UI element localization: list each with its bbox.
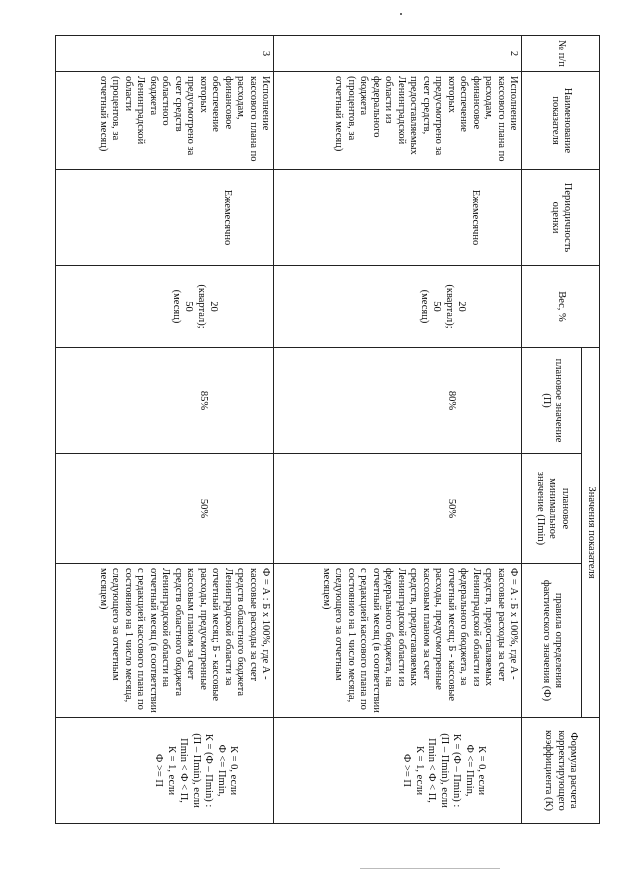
header-plan: плановое значение (П) bbox=[522, 348, 582, 454]
weight-line: (месяц) bbox=[170, 289, 182, 324]
weight-line: (месяц) bbox=[419, 289, 430, 324]
row-name: Исполнение кассового плана по расходам, финансовое обеспечение которых предусмотрено за счет средств, предоставляемых Ленинградской области из федерального бюджета (процентов, за отчетный месяц) bbox=[274, 72, 522, 170]
header-k-formula: Формула расчета корректирующего коэффициента (К) bbox=[522, 718, 600, 824]
k-line: (П – Пmin), если bbox=[190, 733, 202, 808]
weight-line: 50 bbox=[431, 301, 443, 312]
weight-line: (квартал); bbox=[444, 284, 455, 329]
weight-line: 20 bbox=[208, 301, 220, 312]
row-name: Исполнение кассового плана по расходам, финансовое обеспечение которых предусмотрено за счет средств областного бюджета Ленинградской области (процентов, за отчетный месяц) bbox=[56, 72, 274, 170]
k-line: Ф <= Пmin, bbox=[464, 744, 475, 797]
k-line: К = (Ф – Пmin) : bbox=[203, 733, 215, 808]
weight-line: 50 bbox=[183, 301, 195, 312]
header-values-group: Значения показателя bbox=[582, 348, 600, 718]
k-line: К = 1, если bbox=[165, 745, 177, 796]
row-plan: 85% bbox=[56, 348, 274, 454]
row-plan-min: 50% bbox=[274, 454, 522, 564]
weight-line: (квартал); bbox=[195, 284, 207, 329]
row-plan: 80% bbox=[274, 348, 522, 454]
row-k-formula bbox=[56, 718, 274, 824]
row-weight bbox=[274, 266, 522, 348]
header-name: Наименование показателя bbox=[522, 72, 600, 170]
k-line: К = (Ф – Пmin) : bbox=[451, 733, 463, 808]
scan-speck bbox=[400, 13, 402, 15]
header-period: Периодичность оценки bbox=[522, 170, 600, 266]
k-line: Пmin < Ф < П, bbox=[178, 738, 190, 803]
row-period: Ежемесячно bbox=[56, 170, 274, 266]
scan-bleed-line bbox=[360, 868, 500, 869]
k-line: К = 0, если bbox=[228, 745, 240, 796]
row-num: 3 bbox=[56, 36, 274, 72]
header-num: № п/п bbox=[522, 36, 600, 72]
row-plan-min: 50% bbox=[56, 454, 274, 564]
header-rule: правила определения фактического значения (Ф) bbox=[522, 564, 582, 718]
k-line: Пmin < Ф < П, bbox=[426, 738, 438, 803]
row-weight bbox=[56, 266, 274, 348]
header-weight: Вес, % bbox=[522, 266, 600, 348]
header-plan-min: плановое минимальное значение (Пmin) bbox=[522, 454, 582, 564]
row-num: 2 bbox=[274, 36, 522, 72]
row-k-formula bbox=[274, 718, 522, 824]
k-line: К = 0, если bbox=[476, 745, 488, 796]
rotated-table-sheet bbox=[55, 35, 600, 823]
table-row bbox=[274, 36, 522, 824]
table-row bbox=[56, 36, 274, 824]
row-rule: Ф = А : Б х 100%, где А - кассовые расходы за счет средств, предоставляемых Ленинградской области из федерального бюджета, за отчетный месяц; Б - кассовые расходы, предусмотренные кассовым планом за счет средств, предоставляемых Ленинградской области из федерального бюджета, на отчетный месяц (в соответствии с редакцией кассового плана по состоянию на 1 число месяца, следующего за отчетным месяцем) bbox=[274, 564, 522, 718]
k-line: Ф >= П bbox=[401, 754, 413, 788]
k-line: Ф >= П bbox=[153, 754, 165, 788]
weight-line: 20 bbox=[456, 301, 468, 312]
row-rule: Ф = А : Б х 100%, где А - кассовые расходы за счет средств областного бюджета Ленинградской области за отчетный месяц; Б - кассовые расходы, предусмотренные кассовым планом за счет средств областного бюджета Ленинградской области на отчетный месяц (в соответствии с редакцией кассового плана по состоянию на 1 число месяца, следующего за отчетным месяцем) bbox=[56, 564, 274, 718]
k-line: Ф <= Пmin, bbox=[215, 744, 227, 797]
k-line: К = 1, если bbox=[414, 745, 425, 796]
row-period: Ежемесячно bbox=[274, 170, 522, 266]
k-line: (П – Пmin), если bbox=[439, 733, 450, 808]
indicators-table bbox=[55, 35, 600, 824]
